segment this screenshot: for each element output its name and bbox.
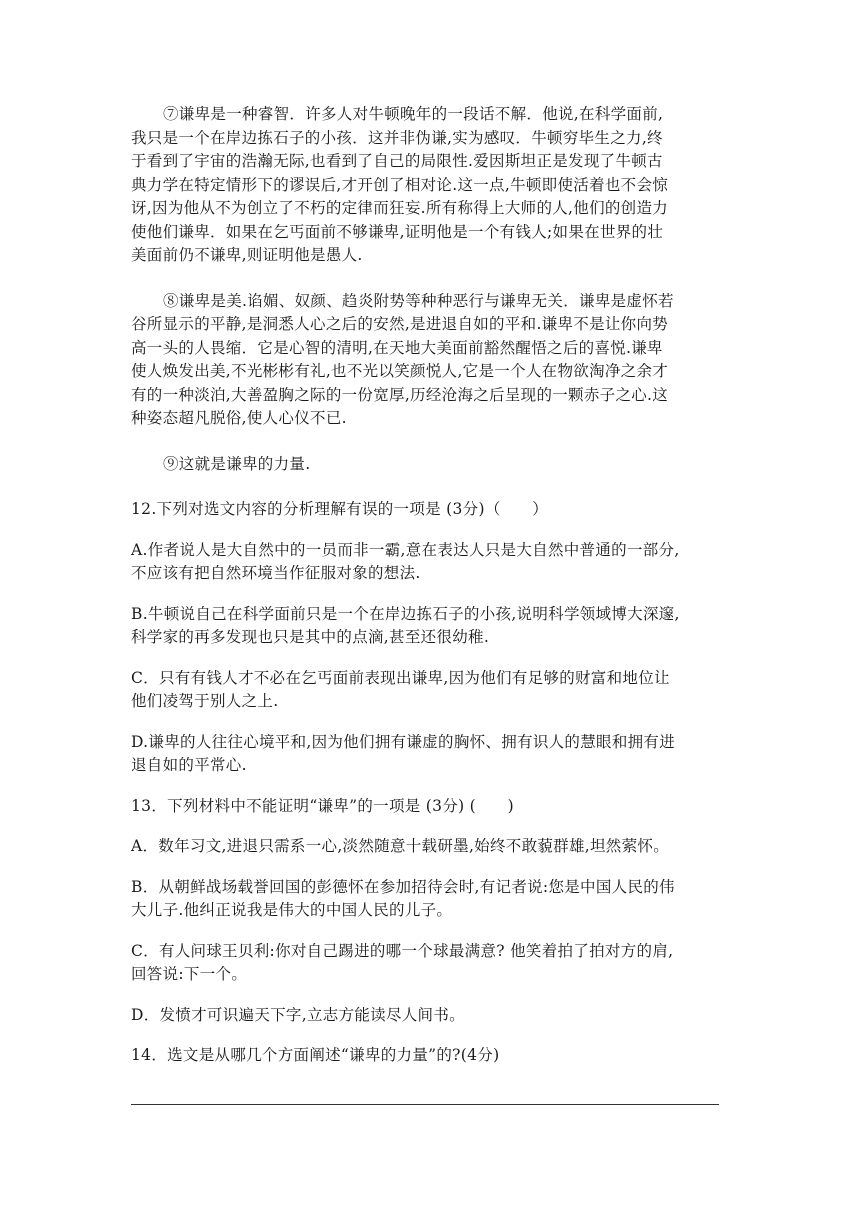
text-line: 我只是一个在岸边拣石子的小孩．这并非伪谦,实为感叹．牛顿穷毕生之力,终 xyxy=(131,128,663,147)
question-13-option-c xyxy=(131,940,731,987)
option-line: 不应该有把自然环境当作征服对象的想法. xyxy=(131,564,421,582)
question-13-option-a xyxy=(131,835,731,859)
option-line: C．有人问球王贝利:你对自己踢进的哪一个球最满意? 他笑着拍了拍对方的肩, xyxy=(131,941,674,960)
option-line: 科学家的再多发现也只是其中的点滴,甚至还很幼稚. xyxy=(131,628,490,646)
question-text: 13．下列材料中不能证明“谦卑”的一项是 (3分) ( ) xyxy=(131,796,514,815)
question-12-option-c xyxy=(131,667,731,714)
paragraph-7 xyxy=(131,103,731,268)
option-line: A.作者说人是大自然中的一员而非一霸,意在表达人只是大自然中普通的一部分, xyxy=(131,540,680,559)
question-12-option-a xyxy=(131,539,731,586)
question-13-stem xyxy=(131,795,731,819)
option-line: 大儿子.他纠正说我是伟大的中国人民的儿子。 xyxy=(131,901,453,919)
question-13-option-b xyxy=(131,876,731,923)
text-line: 种姿态超凡脱俗,使人心仪不已. xyxy=(131,409,347,427)
text-line: 使人焕发出美,不光彬彬有礼,也不光以笑颜悦人,它是一个人在物欲淘净之余才 xyxy=(131,362,669,380)
paragraph-8 xyxy=(131,290,731,431)
option-line: B．从朝鲜战场载誉回国的彭德怀在参加招待会时,有记者说:您是中国人民的伟 xyxy=(131,877,675,896)
question-12-stem xyxy=(131,498,731,522)
paragraph-9 xyxy=(131,453,731,477)
option-line: D.谦卑的人往往心境平和,因为他们拥有谦虚的胸怀、拥有识人的慧眼和拥有进 xyxy=(131,732,676,751)
question-13-option-d xyxy=(131,1004,731,1028)
option-line: 退自如的平常心. xyxy=(131,756,247,774)
text-line: 使他们谦卑．如果在乞丐面前不够谦卑,证明他是一个有钱人;如果在世界的壮 xyxy=(131,222,664,241)
text-line: 谷所显示的平静,是洞悉人心之后的安然,是进退自如的平和.谦卑不是让你向势 xyxy=(131,315,669,333)
text-line: 高一头的人畏缩．它是心智的清明,在天地大美面前豁然醒悟之后的喜悦.谦卑 xyxy=(131,338,663,357)
option-line: B.牛顿说自己在科学面前只是一个在岸边拣石子的小孩,说明科学领域博大深邃, xyxy=(131,604,680,623)
option-line: D．发愤才可识遍天下字,立志方能读尽人间书。 xyxy=(131,1005,465,1024)
text-line: 讶,因为他从不为创立了不朽的定律而狂妄.所有称得上大师的人,他们的创造力 xyxy=(131,199,669,217)
text-line: 典力学在特定情形下的谬误后,才开创了相对论.这一点,牛顿即使活着也不会惊 xyxy=(131,175,669,194)
text-line: 美面前仍不谦卑,则证明他是愚人. xyxy=(131,246,363,264)
document-body xyxy=(131,103,731,1068)
answer-blank-line[interactable] xyxy=(131,1104,719,1105)
question-text: 12.下列对选文内容的分析理解有误的一项是 (3分)（ ） xyxy=(131,500,549,518)
question-12-option-b xyxy=(131,603,731,650)
text-line: ⑦谦卑是一种睿智．许多人对牛顿晚年的一段话不解．他说,在科学面前, xyxy=(163,105,664,123)
option-line: 回答说:下一个。 xyxy=(131,965,248,983)
question-12-option-d xyxy=(131,731,731,778)
option-line: A．数年习文,进退只需系一心,淡然随意十载研墨,始终不敢藐群雄,坦然萦怀。 xyxy=(131,837,670,855)
text-line: 于看到了宇宙的浩瀚无际,也看到了自己的局限性.爱因斯坦正是发现了牛顿古 xyxy=(131,152,663,170)
option-line: 他们凌驾于别人之上. xyxy=(131,692,279,710)
text-line: 有的一种淡泊,大善盈胸之际的一份宽厚,历经沧海之后呈现的一颗赤子之心.这 xyxy=(131,385,669,404)
question-text: 14．选文是从哪几个方面阐述“谦卑的力量”的?(4分) xyxy=(131,1046,500,1064)
question-14-stem xyxy=(131,1044,731,1068)
option-line: C．只有有钱人才不必在乞丐面前表现出谦卑,因为他们有足够的财富和地位让 xyxy=(131,668,670,687)
text-line: ⑨这就是谦卑的力量. xyxy=(163,454,311,473)
text-line: ⑧谦卑是美.谄媚、奴颜、趋炎附势等种种恶行与谦卑无关．谦卑是虚怀若 xyxy=(163,291,674,310)
